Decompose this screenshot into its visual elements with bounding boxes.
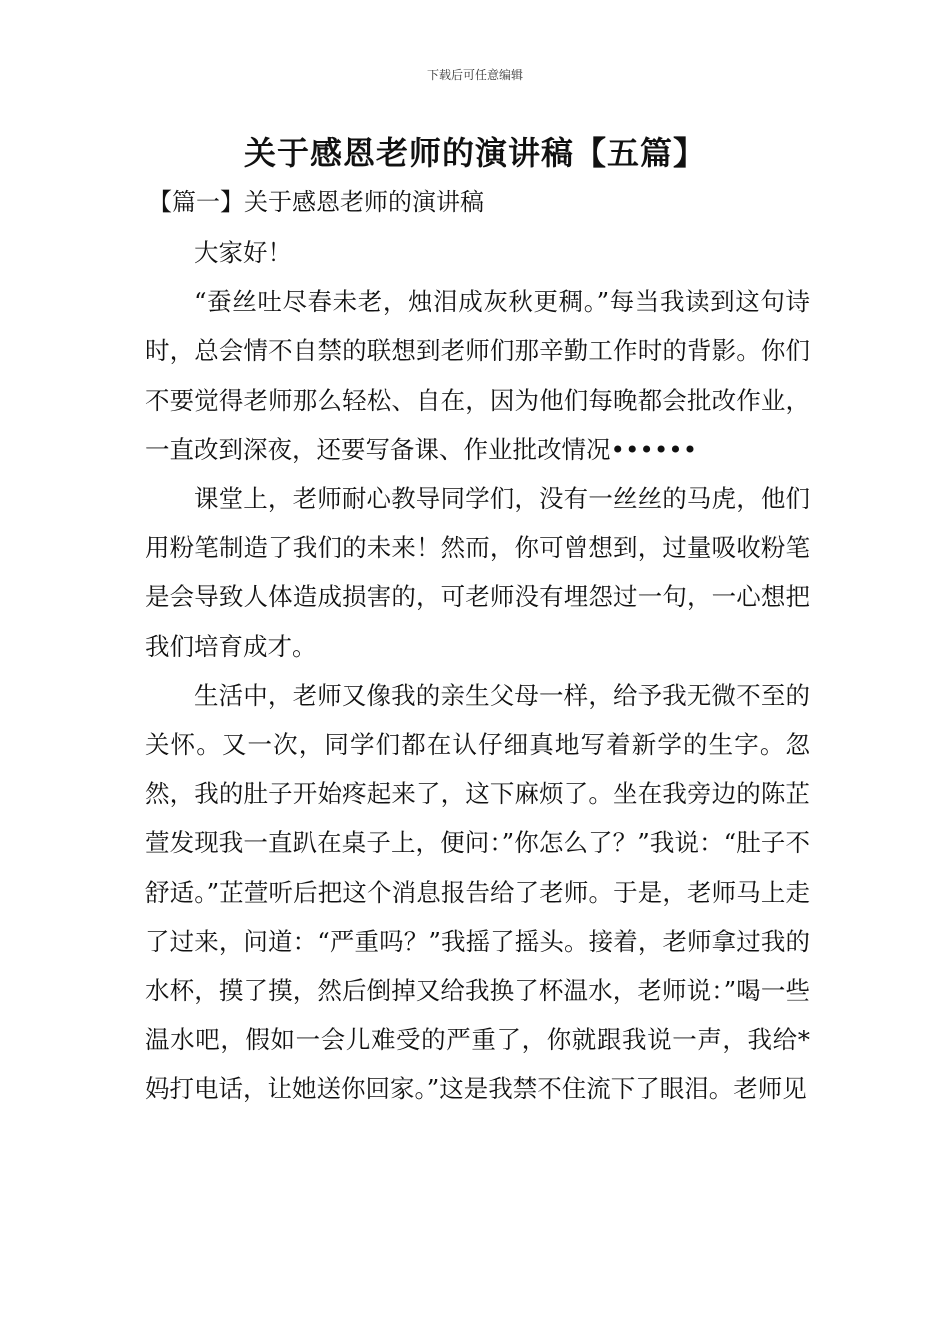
section-heading: 【篇一】关于感恩老师的演讲稿: [148, 188, 484, 216]
paragraph: 课堂上，老师耐心教导同学们，没有一丝丝的马虎，他们用粉笔制造了我们的未来！然而，你可曾想到，过量吸收粉笔是会导致人体造成损害的，可老师没有埋怨过一句，一心想把我们培育成才。: [145, 484, 810, 661]
document-title: 关于感恩老师的演讲稿【五篇】: [243, 134, 706, 172]
document-body: [145, 228, 810, 1114]
header-note: 下载后可任意编辑: [426, 68, 523, 82]
paragraph: “蚕丝吐尽春未老，烛泪成灰秋更稠。”每当我读到这句诗时，总会情不自禁的联想到老师们那辛勤工作时的背影。你们不要觉得老师那么轻松、自在，因为他们每晚都会批改作业，一直改到深夜，还要写备课、作业批改情况••••••: [145, 287, 810, 464]
paragraph: 生活中，老师又像我的亲生父母一样，给予我无微不至的关怀。又一次，同学们都在认仔细真地写着新学的生字。忽然，我的肚子开始疼起来了，这下麻烦了。坐在我旁边的陈芷萱发现我一直趴在桌子上，便问：”你怎么了？”我说：“肚子不舒适。”芷萱听后把这个消息报告给了老师。于是，老师马上走了过来，问道：“严重吗？”我摇了摇头。接着，老师拿过我的水杯，摸了摸，然后倒掉又给我换了杯温水，老师说：”喝一些温水吧，假如一会儿难受的严重了，你就跟我说一声，我给*妈打电话，让她送你回家。”这是我禁不住流下了眼泪。老师见: [145, 680, 810, 1104]
paragraph-greeting: 大家好！: [194, 238, 292, 267]
